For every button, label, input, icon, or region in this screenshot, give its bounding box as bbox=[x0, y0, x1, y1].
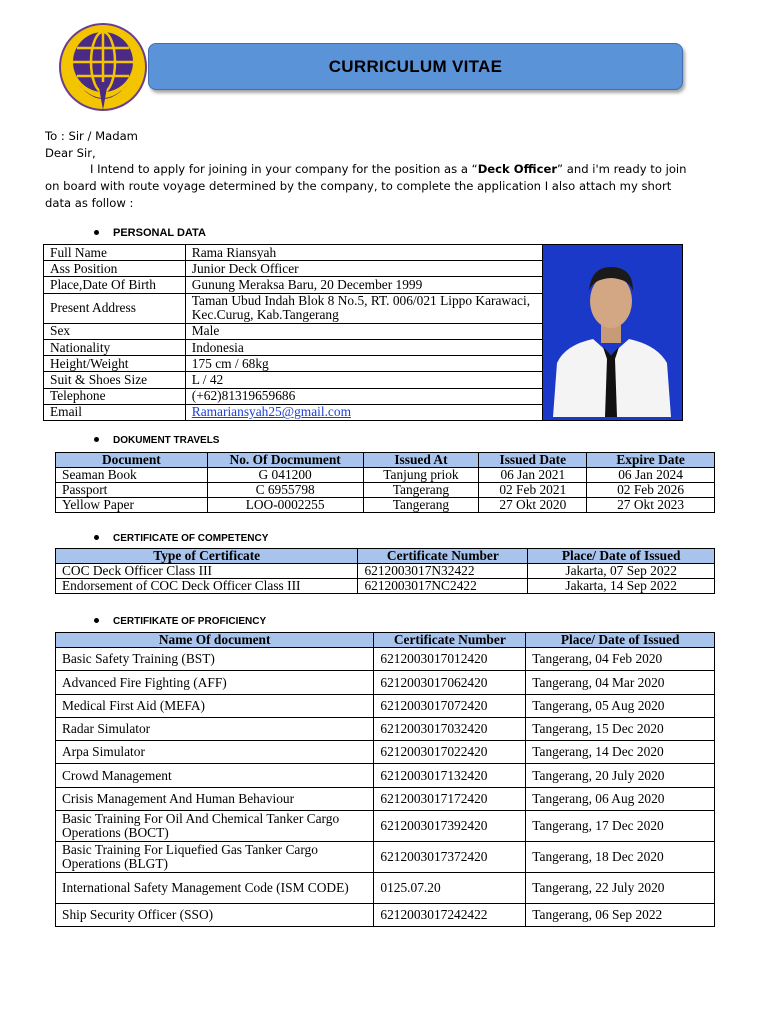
table-cell: Ship Security Officer (SSO) bbox=[56, 904, 374, 927]
section-certificate-proficiency: CERTIFIKATE OF PROFICIENCY bbox=[94, 616, 266, 627]
column-header: Certificate Number bbox=[358, 549, 528, 564]
table-cell: 6212003017242422 bbox=[374, 904, 526, 927]
personal-value: Junior Deck Officer bbox=[185, 261, 542, 277]
bullet-icon bbox=[94, 437, 99, 442]
table-cell: Seaman Book bbox=[56, 468, 208, 483]
table-row bbox=[56, 564, 715, 579]
table-cell: 6212003017N32422 bbox=[358, 564, 528, 579]
personal-label: Present Address bbox=[44, 293, 186, 323]
personal-value: Taman Ubud Indah Blok 8 No.5, RT. 006/021 Lippo Karawaci, Kec.Curug, Kab.Tangerang bbox=[185, 293, 542, 323]
table-cell: 6212003017062420 bbox=[374, 671, 526, 695]
table-cell: Tangerang, 17 Dec 2020 bbox=[526, 811, 715, 842]
table-cell: COC Deck Officer Class III bbox=[56, 564, 358, 579]
travel-documents-table bbox=[55, 452, 715, 513]
column-header: Issued Date bbox=[479, 453, 587, 468]
column-header: Type of Certificate bbox=[56, 549, 358, 564]
table-row bbox=[56, 741, 715, 764]
cover-letter bbox=[45, 128, 695, 212]
table-cell: G 041200 bbox=[207, 468, 363, 483]
table-row bbox=[56, 904, 715, 927]
profile-photo bbox=[543, 245, 683, 421]
table-cell: 6212003017392420 bbox=[374, 811, 526, 842]
personal-label: Sex bbox=[44, 323, 186, 339]
table-row bbox=[56, 695, 715, 718]
personal-label: Height/Weight bbox=[44, 356, 186, 372]
table-row bbox=[56, 764, 715, 788]
table-row bbox=[56, 811, 715, 842]
personal-value: Gunung Meraksa Baru, 20 December 1999 bbox=[185, 277, 542, 293]
column-header: Place/ Date of Issued bbox=[528, 549, 715, 564]
table-cell: Crowd Management bbox=[56, 764, 374, 788]
letter-greeting: Dear Sir, bbox=[45, 145, 96, 160]
table-cell: Passport bbox=[56, 483, 208, 498]
personal-value: L / 42 bbox=[185, 372, 542, 388]
table-cell: Yellow Paper bbox=[56, 498, 208, 513]
table-cell: 6212003017372420 bbox=[374, 842, 526, 873]
table-cell: 06 Jan 2021 bbox=[479, 468, 587, 483]
portrait-image bbox=[543, 245, 680, 417]
personal-value: Male bbox=[185, 323, 542, 339]
table-row bbox=[56, 718, 715, 741]
table-cell: 6212003017132420 bbox=[374, 764, 526, 788]
table-cell: Tangerang, 06 Sep 2022 bbox=[526, 904, 715, 927]
table-row bbox=[56, 483, 715, 498]
table-cell: Basic Safety Training (BST) bbox=[56, 648, 374, 671]
table-cell: Tangerang, 18 Dec 2020 bbox=[526, 842, 715, 873]
table-row bbox=[56, 648, 715, 671]
column-header: Name Of document bbox=[56, 633, 374, 648]
table-cell: Tanjung priok bbox=[363, 468, 479, 483]
personal-value: (+62)81319659686 bbox=[185, 388, 542, 404]
bullet-icon bbox=[94, 535, 99, 540]
personal-label: Ass Position bbox=[44, 261, 186, 277]
table-cell: Tangerang, 15 Dec 2020 bbox=[526, 718, 715, 741]
table-cell: 02 Feb 2026 bbox=[587, 483, 715, 498]
table-cell: Tangerang, 14 Dec 2020 bbox=[526, 741, 715, 764]
letter-body: I Intend to apply for joining in your company for the position as a “Deck Officer” and i'm ready to join on board with route voyage determined by the company, to complete the application I also attach my short data as follow : bbox=[45, 162, 687, 210]
table-cell: Radar Simulator bbox=[56, 718, 374, 741]
table-row bbox=[56, 579, 715, 594]
personal-label: Full Name bbox=[44, 245, 186, 261]
table-cell: 06 Jan 2024 bbox=[587, 468, 715, 483]
table-cell: 6212003017072420 bbox=[374, 695, 526, 718]
table-cell: Tangerang, 20 July 2020 bbox=[526, 764, 715, 788]
bullet-icon bbox=[94, 230, 99, 235]
table-row bbox=[56, 873, 715, 904]
table-cell: 6212003017NC2422 bbox=[358, 579, 528, 594]
table-cell: Endorsement of COC Deck Officer Class III bbox=[56, 579, 358, 594]
table-cell: Basic Training For Liquefied Gas Tanker Cargo Operations (BLGT) bbox=[56, 842, 374, 873]
table-cell: Jakarta, 14 Sep 2022 bbox=[528, 579, 715, 594]
table-cell: Tangerang, 04 Feb 2020 bbox=[526, 648, 715, 671]
table-cell: Crisis Management And Human Behaviour bbox=[56, 788, 374, 811]
table-cell: 02 Feb 2021 bbox=[479, 483, 587, 498]
table-cell: International Safety Management Code (ISM CODE) bbox=[56, 873, 374, 904]
table-cell: Tangerang, 06 Aug 2020 bbox=[526, 788, 715, 811]
bullet-icon bbox=[94, 618, 99, 623]
table-cell: Medical First Aid (MEFA) bbox=[56, 695, 374, 718]
column-header: Place/ Date of Issued bbox=[526, 633, 715, 648]
table-cell: 27 Okt 2023 bbox=[587, 498, 715, 513]
table-cell: LOO-0002255 bbox=[207, 498, 363, 513]
table-cell: Tangerang, 05 Aug 2020 bbox=[526, 695, 715, 718]
table-cell: Tangerang, 22 July 2020 bbox=[526, 873, 715, 904]
table-cell: 0125.07.20 bbox=[374, 873, 526, 904]
document-title: CURRICULUM VITAE bbox=[148, 43, 683, 90]
table-row bbox=[56, 842, 715, 873]
table-cell: Tangerang bbox=[363, 483, 479, 498]
column-header: Certificate Number bbox=[374, 633, 526, 648]
letter-position: Deck Officer bbox=[477, 162, 558, 177]
letter-recipient: To : Sir / Madam bbox=[45, 129, 138, 143]
table-cell: Advanced Fire Fighting (AFF) bbox=[56, 671, 374, 695]
personal-value: 175 cm / 68kg bbox=[185, 356, 542, 372]
column-header: No. Of Docmument bbox=[207, 453, 363, 468]
table-row bbox=[56, 671, 715, 695]
section-document-travels: DOKUMENT TRAVELS bbox=[94, 435, 219, 446]
table-cell: Tangerang, 04 Mar 2020 bbox=[526, 671, 715, 695]
table-cell: Basic Training For Oil And Chemical Tanker Cargo Operations (BOCT) bbox=[56, 811, 374, 842]
table-row bbox=[56, 498, 715, 513]
personal-label: Nationality bbox=[44, 340, 186, 356]
table-row bbox=[56, 468, 715, 483]
personal-label: Place,Date Of Birth bbox=[44, 277, 186, 293]
table-cell: 27 Okt 2020 bbox=[479, 498, 587, 513]
personal-label: Email bbox=[44, 404, 186, 420]
table-cell: 6212003017032420 bbox=[374, 718, 526, 741]
table-cell: C 6955798 bbox=[207, 483, 363, 498]
section-personal-data: PERSONAL DATA bbox=[94, 227, 206, 239]
personal-value: Rama Riansyah bbox=[185, 245, 542, 261]
personal-row bbox=[44, 245, 683, 261]
ministry-logo bbox=[58, 22, 148, 112]
column-header: Expire Date bbox=[587, 453, 715, 468]
table-cell: Arpa Simulator bbox=[56, 741, 374, 764]
column-header: Issued At bbox=[363, 453, 479, 468]
proficiency-table bbox=[55, 632, 715, 927]
table-cell: Tangerang bbox=[363, 498, 479, 513]
table-cell: Jakarta, 07 Sep 2022 bbox=[528, 564, 715, 579]
personal-value: Indonesia bbox=[185, 340, 542, 356]
personal-label: Telephone bbox=[44, 388, 186, 404]
personal-data-table bbox=[43, 244, 683, 421]
personal-label: Suit & Shoes Size bbox=[44, 372, 186, 388]
competency-table bbox=[55, 548, 715, 594]
table-cell: 6212003017012420 bbox=[374, 648, 526, 671]
table-row bbox=[56, 788, 715, 811]
section-certificate-competency: CERTIFICATE OF COMPETENCY bbox=[94, 533, 268, 544]
table-cell: 6212003017022420 bbox=[374, 741, 526, 764]
email-link[interactable]: Ramariansyah25@gmail.com bbox=[185, 404, 542, 420]
table-cell: 6212003017172420 bbox=[374, 788, 526, 811]
column-header: Document bbox=[56, 453, 208, 468]
